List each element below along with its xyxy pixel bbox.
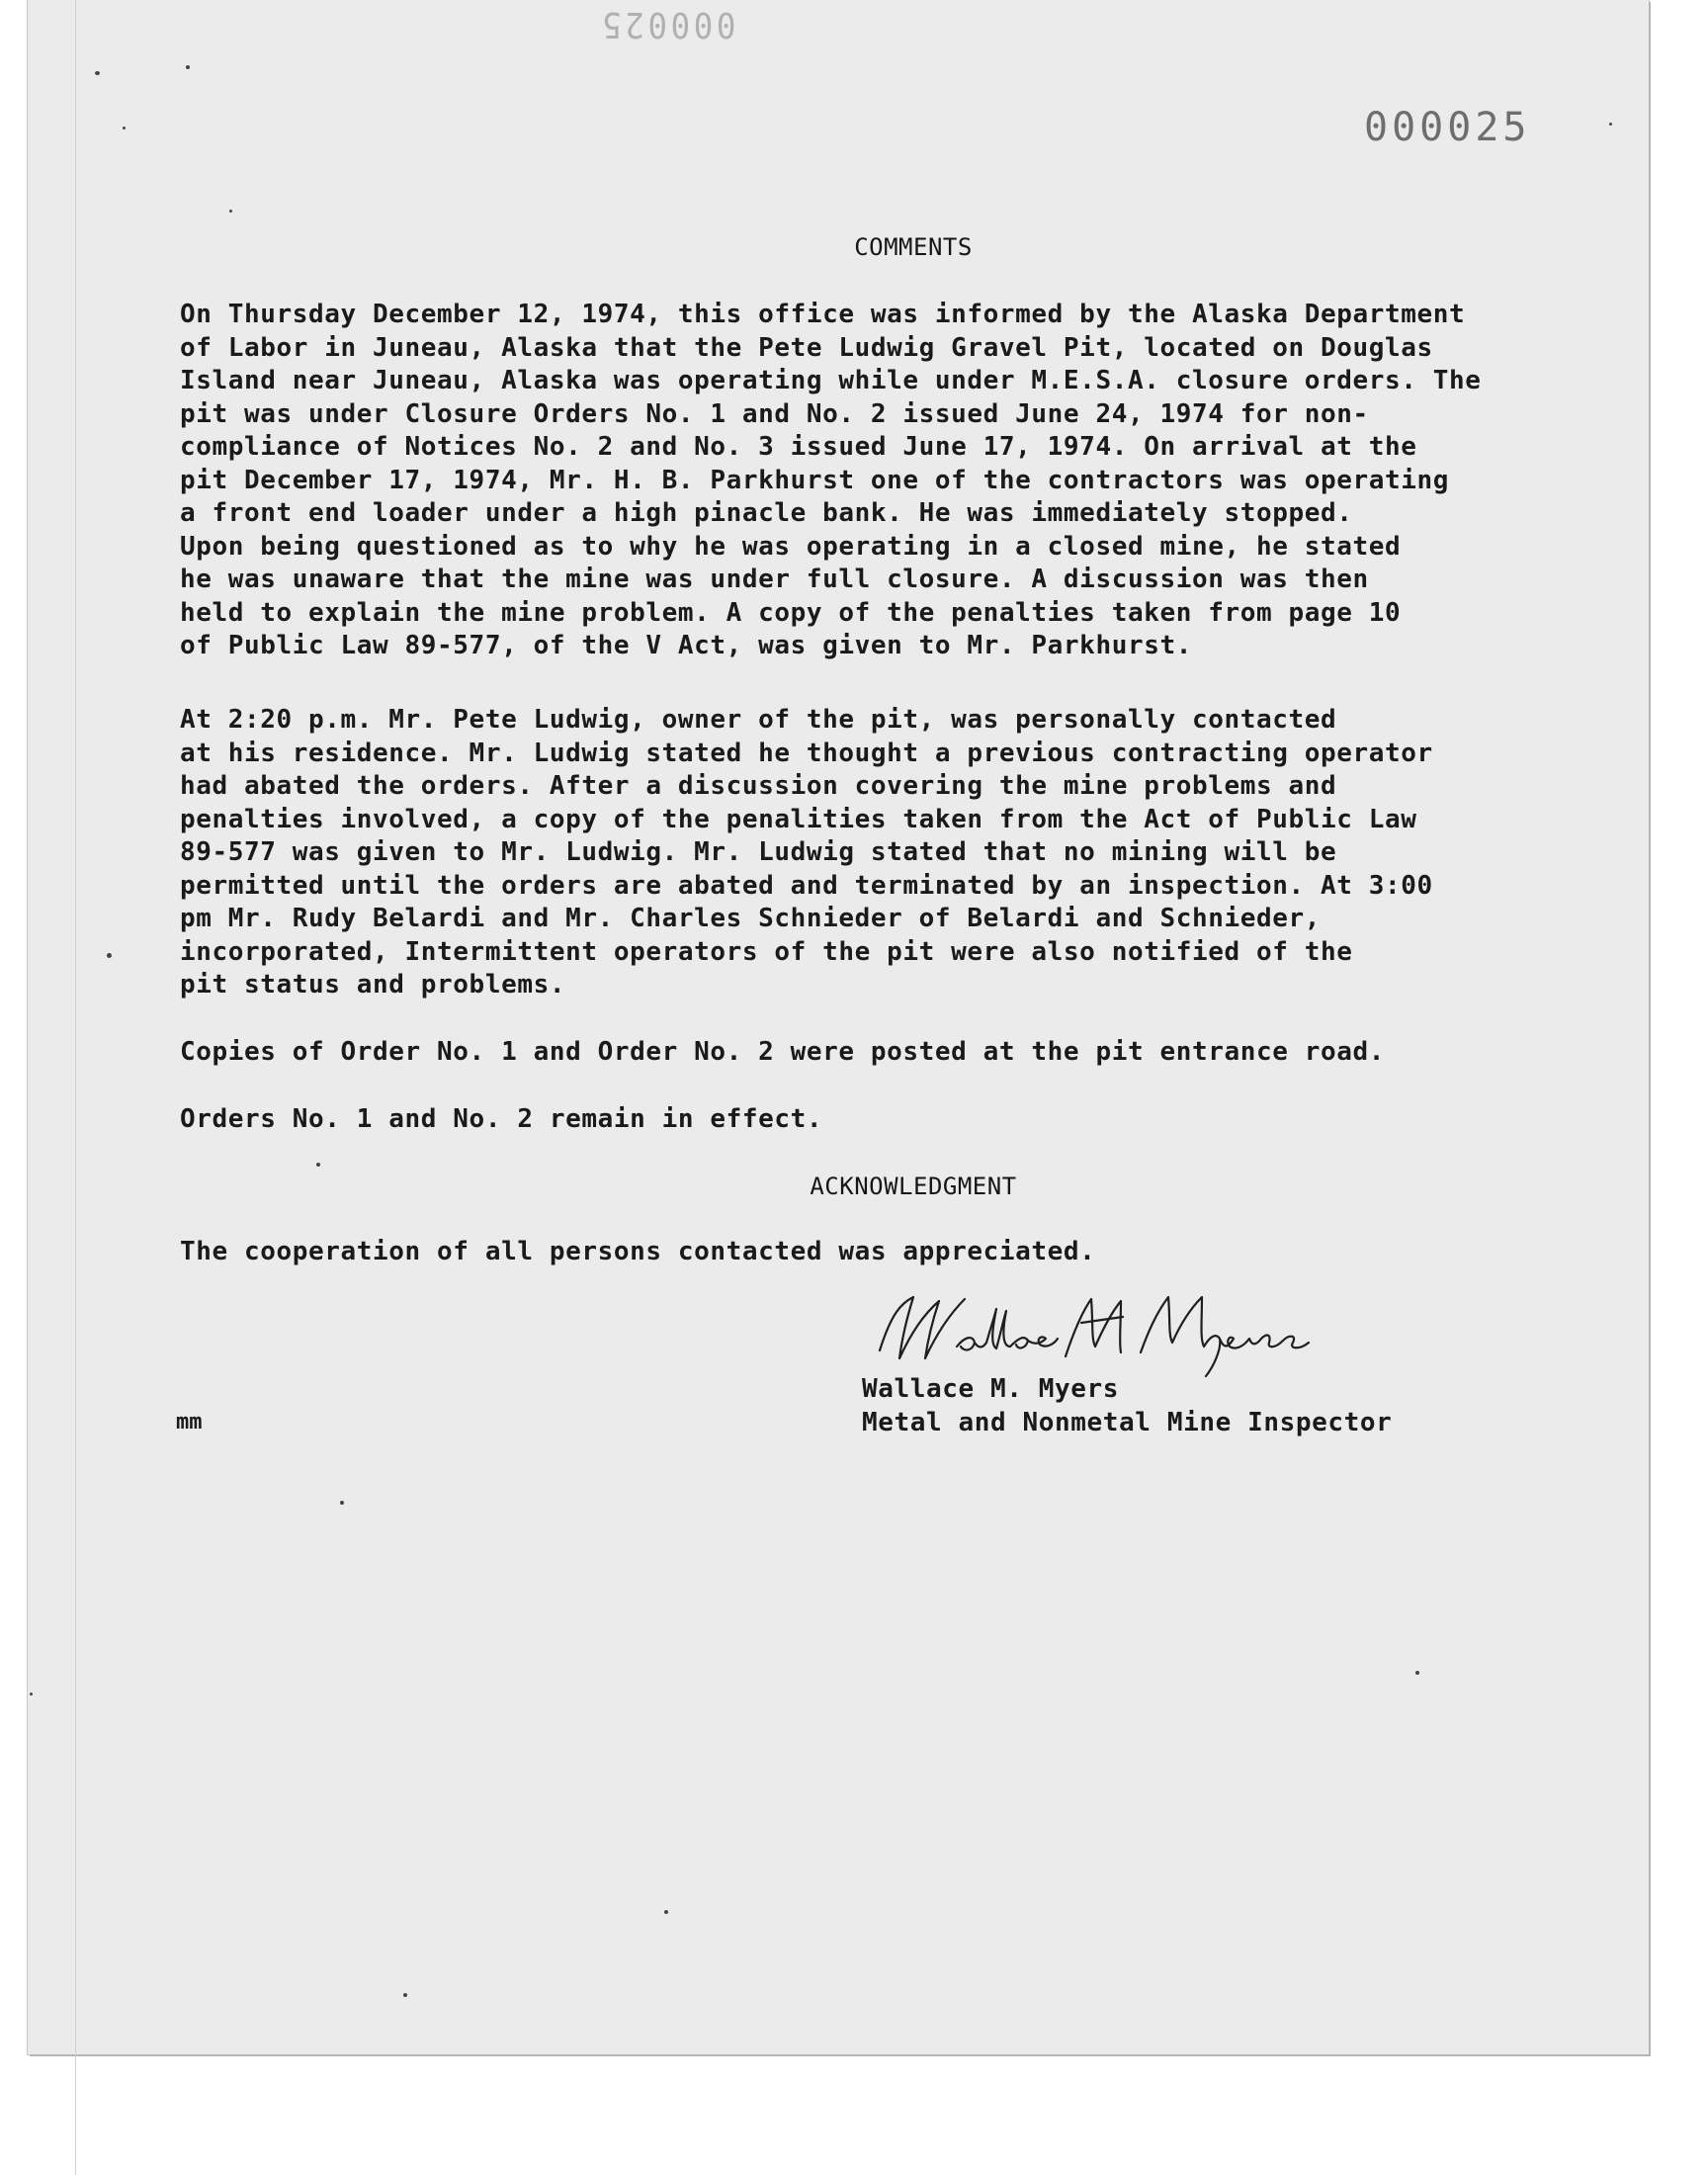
scan-speck bbox=[186, 65, 190, 69]
scan-speck bbox=[340, 1501, 344, 1505]
page-edge-line bbox=[75, 0, 76, 2175]
signatory-name: Wallace M. Myers bbox=[862, 1374, 1120, 1404]
signatory-title: Metal and Nonmetal Mine Inspector bbox=[862, 1408, 1393, 1437]
paragraph-incident-report: On Thursday December 12, 1974, this office was informed by the Alaska Department of Labor in Juneau, Alaska that the Pete Ludwig Gravel Pit, located on Douglas Island near Juneau, Alaska was operating while under M.E.S.A. closure orders. The pit was under Closure Orders No. 1 and No. 2 issued June 24, 1974 for non- compliance of Notices No. 2 and No. 3 issued June 17, 1974. On arrival at the pit December 17, 1974, Mr. H. B. Parkhurst one of the contractors was operating a front end loader under a high pinacle bank. He was immediately stopped. Upon being questioned as to why he was operating in a closed mine, he stated he was unaware that the mine was under full closure. A discussion was then held to explain the mine problem. A copy of the penalties taken from page 10 of Public Law 89-577, of the V Act, was given to Mr. Parkhurst. bbox=[180, 300, 1482, 660]
paragraph-orders-posted: Copies of Order No. 1 and Order No. 2 were posted at the pit entrance road. bbox=[180, 1037, 1385, 1067]
scan-speck bbox=[403, 1993, 407, 1997]
scan-speck bbox=[1415, 1671, 1419, 1675]
comments-heading: COMMENTS bbox=[854, 233, 973, 261]
scan-speck bbox=[1609, 123, 1612, 126]
scan-speck bbox=[664, 1910, 668, 1914]
page-number-stamp-mirrored: 000025 bbox=[598, 4, 736, 44]
scan-speck bbox=[30, 1693, 33, 1696]
paragraph-owner-contact: At 2:20 p.m. Mr. Pete Ludwig, owner of the pit, was personally contacted at his residence. Mr. Ludwig stated he thought a previous contracting operator had abated the orders. After a discussion covering the mine problems and penalties involved, a copy of the penalities taken from the Act of Public Law 89-577 was given to Mr. Ludwig. Mr. Ludwig stated that no mining will be permitted until the orders are abated and terminated by an inspection. At 3:00 pm Mr. Rudy Belardi and Mr. Charles Schnieder of Belardi and Schnieder, incorporated, Intermittent operators of the pit were also notified of the pit status and problems. bbox=[180, 705, 1433, 1000]
acknowledgment-heading: ACKNOWLEDGMENT bbox=[810, 1173, 1017, 1200]
page-number-stamp: 000025 bbox=[1364, 105, 1531, 150]
scan-speck bbox=[316, 1163, 320, 1167]
scan-speck bbox=[95, 71, 100, 75]
typist-initials: mm bbox=[176, 1410, 203, 1435]
paragraph-orders-in-effect: Orders No. 1 and No. 2 remain in effect. bbox=[180, 1104, 823, 1134]
scan-speck bbox=[123, 127, 126, 130]
scan-speck bbox=[229, 210, 232, 213]
handwritten-signature bbox=[862, 1273, 1356, 1382]
paragraph-acknowledgment: The cooperation of all persons contacted was appreciated. bbox=[180, 1237, 1096, 1266]
scan-speck bbox=[107, 953, 112, 958]
